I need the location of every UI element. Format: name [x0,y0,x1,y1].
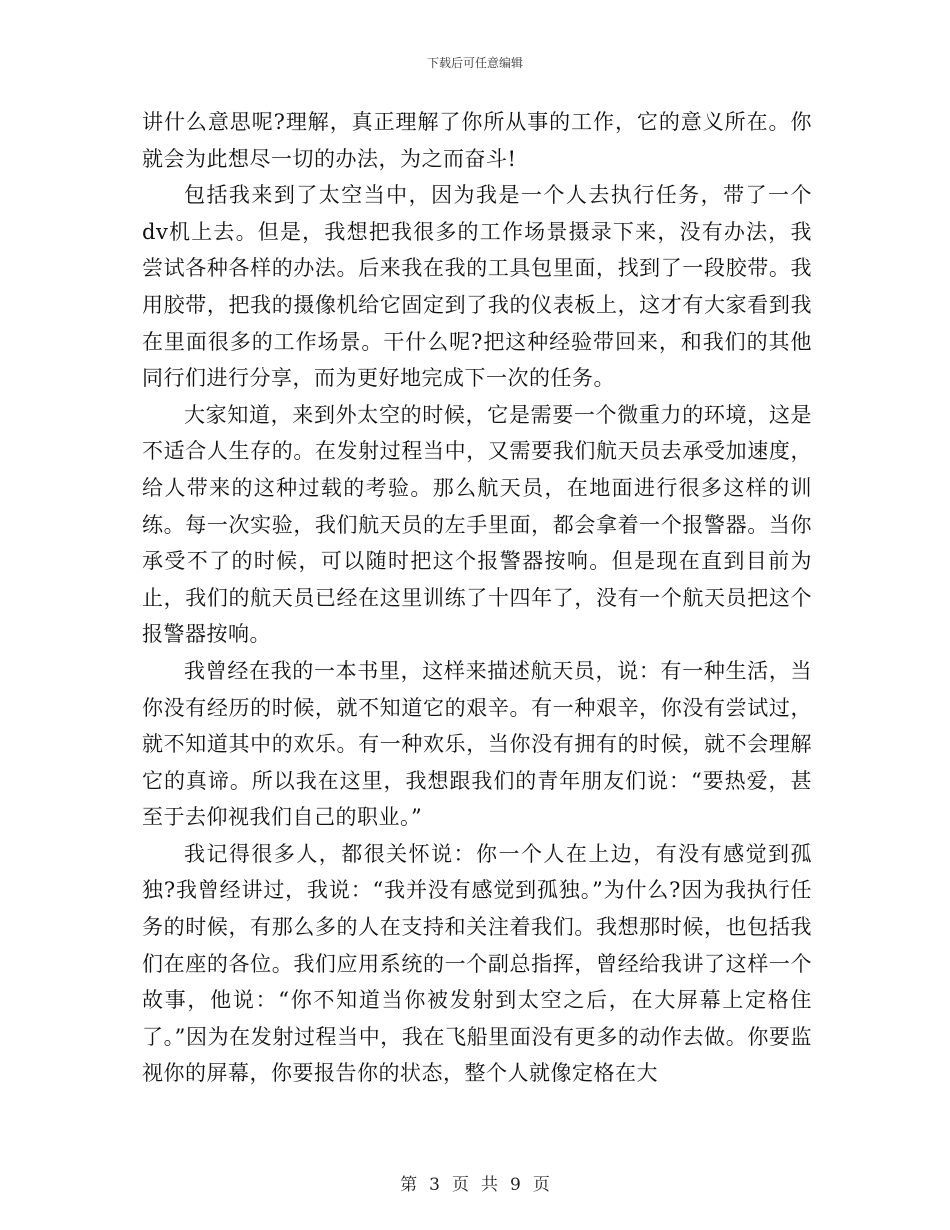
footer-total-label: 共 [481,1175,498,1195]
paragraph-3: 大家知道，来到外太空的时候，它是需要一个微重力的环境，这是不适合人生存的。在发射过程当中，又需要我们航天员去承受加速度，给人带来的这种过载的考验。那么航天员，在地面进行很多这样的训练。每一次实验，我们航天员的左手里面，都会拿着一个报警器。当你承受不了的时候，可以随时把这个报警器按响。但是现在直到目前为止，我们的航天员已经在这里训练了十四年了，没有一个航天员把这个报警器按响。 [142,402,812,647]
footer-total-unit: 页 [532,1175,550,1195]
paragraph-2: 包括我来到了太空当中，因为我是一个人去执行任务，带了一个dv机上去。但是，我想把我很多的工作场景摄录下来，没有办法，我尝试各种各样的办法。后来我在我的工具包里面，找到了一段胶带。我用胶带，把我的摄像机给它固定到了我的仪表板上，这才有大家看到我在里面很多的工作场景。干什么呢?把这种经验带回来，和我们的其他同行们进行分享，而为更好地完成下一次的任务。 [142,183,812,391]
document-body [142,104,812,1092]
footer-total-pages: 9 [510,1175,521,1195]
paragraph-1: 讲什么意思呢?理解，真正理解了你所从事的工作，它的意义所在。你就会为此想尽一切的办法，为之而奋斗! [142,110,812,171]
page-footer [0,1170,950,1195]
footer-prefix: 第 [400,1175,418,1195]
page-header-note: 下载后可任意编辑 [426,56,523,70]
footer-page-number: 3 [429,1175,440,1195]
paragraph-5: 我记得很多人，都很关怀说：你一个人在上边，有没有感觉到孤独?我曾经讲过，我说：“我并没有感觉到孤独。”为什么?因为我执行任务的时候，有那么多的人在支持和关注着我们。我想那时候，也包括我们在座的各位。我们应用系统的一个副总指挥，曾经给我讲了这样一个故事，他说：“你不知道当你被发射到太空之后，在大屏幕上定格住了。”因为在发射过程当中，我在飞船里面没有更多的动作去做。你要监视你的屏幕，你要报告你的状态，整个人就像定格在大 [142,841,812,1086]
paragraph-4: 我曾经在我的一本书里，这样来描述航天员，说：有一种生活，当你没有经历的时候，就不知道它的艰辛。有一种艰辛，你没有尝试过，就不知道其中的欢乐。有一种欢乐，当你没有拥有的时候，就不会理解它的真谛。所以我在这里，我想跟我们的青年朋友们说：“要热爱，甚至于去仰视我们自己的职业。” [142,658,812,830]
footer-page-unit: 页 [452,1175,469,1195]
